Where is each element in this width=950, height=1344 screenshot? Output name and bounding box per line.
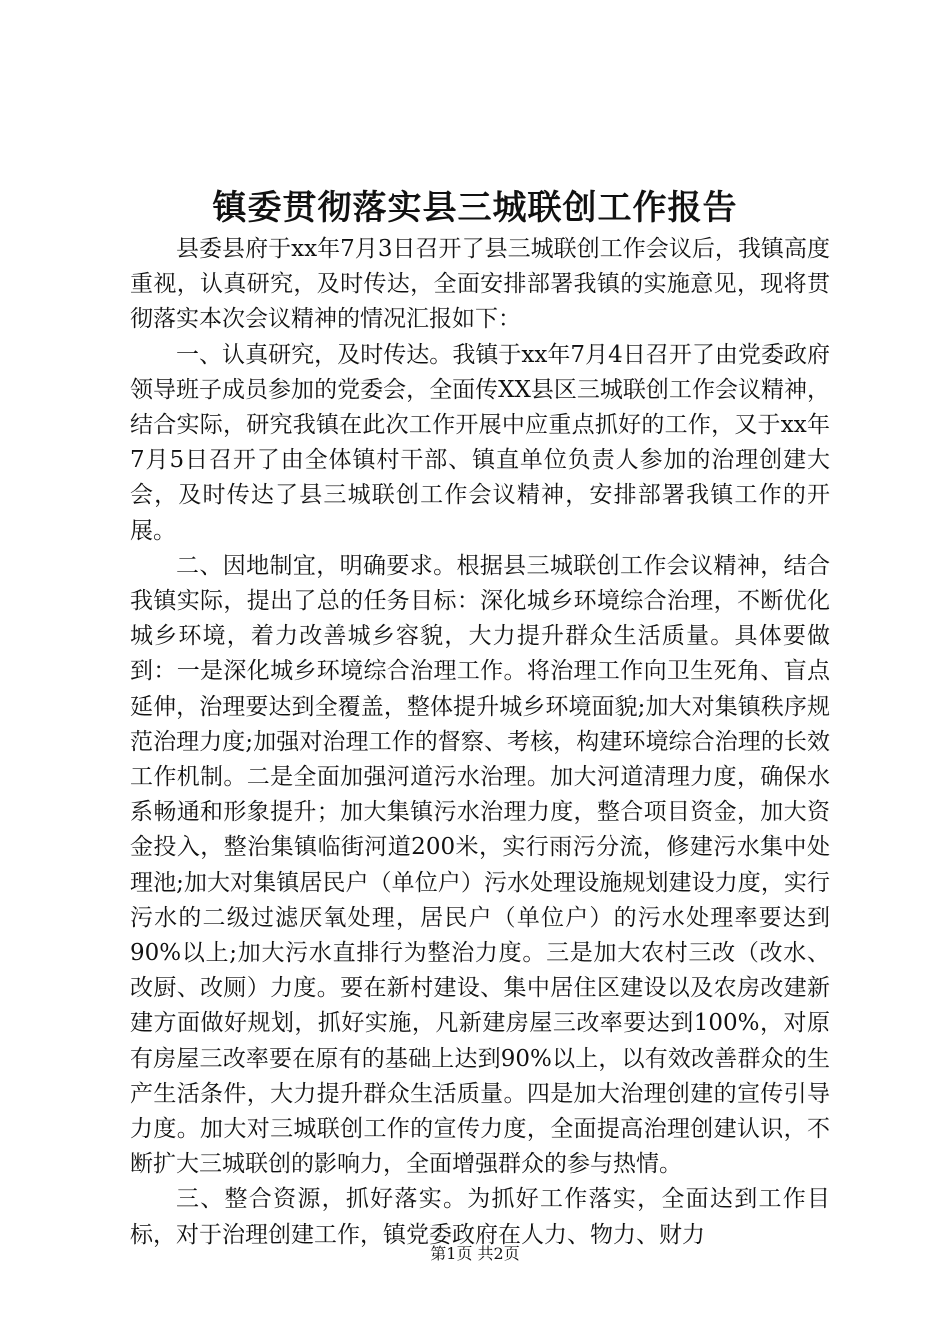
- paragraph-section-2: 二、因地制宜，明确要求。根据县三城联创工作会议精神，结合我镇实际，提出了总的任务目标：深化城乡环境综合治理，不断优化城乡环境，着力改善城乡容貌，大力提升群众生活质量。具体要做到：一是深化城乡环境综合治理工作。将治理工作向卫生死角、盲点延伸，治理要达到全覆盖，整体提升城乡环境面貌;加大对集镇秩序规范治理力度;加强对治理工作的督察、考核，构建环境综合治理的长效工作机制。二是全面加强河道污水治理。加大河道清理力度，确保水系畅通和形象提升；加大集镇污水治理力度，整合项目资金，加大资金投入，整治集镇临街河道200米，实行雨污分流，修建污水集中处理池;加大对集镇居民户（单位户）污水处理设施规划建设力度，实行污水的二级过滤厌氧处理，居民户（单位户）的污水处理率要达到90%以上;加大污水直排行为整治力度。三是加大农村三改（改水、改厨、改厕）力度。要在新村建设、集中居住区建设以及农房改建新建方面做好规划，抓好实施，凡新建房屋三改率要达到100%，对原有房屋三改率要在原有的基础上达到90%以上，以有效改善群众的生产生活条件，大力提升群众生活质量。四是加大治理创建的宣传引导力度。加大对三城联创工作的宣传力度，全面提高治理创建认识，不断扩大三城联创的影响力，全面增强群众的参与热情。: [130, 552, 830, 1178]
- page-number-footer: 第1页 共2页: [430, 1244, 520, 1263]
- paragraph-section-3: 三、整合资源，抓好落实。为抓好工作落实，全面达到工作目标，对于治理创建工作，镇党委政府在人力、物力、财力: [130, 1186, 830, 1248]
- document-body: [130, 232, 830, 1253]
- document-title: 镇委贯彻落实县三城联创工作报告: [212, 188, 738, 228]
- paragraph-section-1: 一、认真研究，及时传达。我镇于xx年7月4日召开了由党委政府领导班子成员参加的党委会，全面传XX县区三城联创工作会议精神，结合实际，研究我镇在此次工作开展中应重点抓好的工作，又于xx年7月5日召开了由全体镇村干部、镇直单位负责人参加的治理创建大会，及时传达了县三城联创工作会议精神，安排部署我镇工作的开展。: [130, 341, 830, 544]
- paragraph-intro: 县委县府于xx年7月3日召开了县三城联创工作会议后，我镇高度重视，认真研究，及时传达，全面安排部署我镇的实施意见，现将贯彻落实本次会议精神的情况汇报如下：: [130, 236, 830, 333]
